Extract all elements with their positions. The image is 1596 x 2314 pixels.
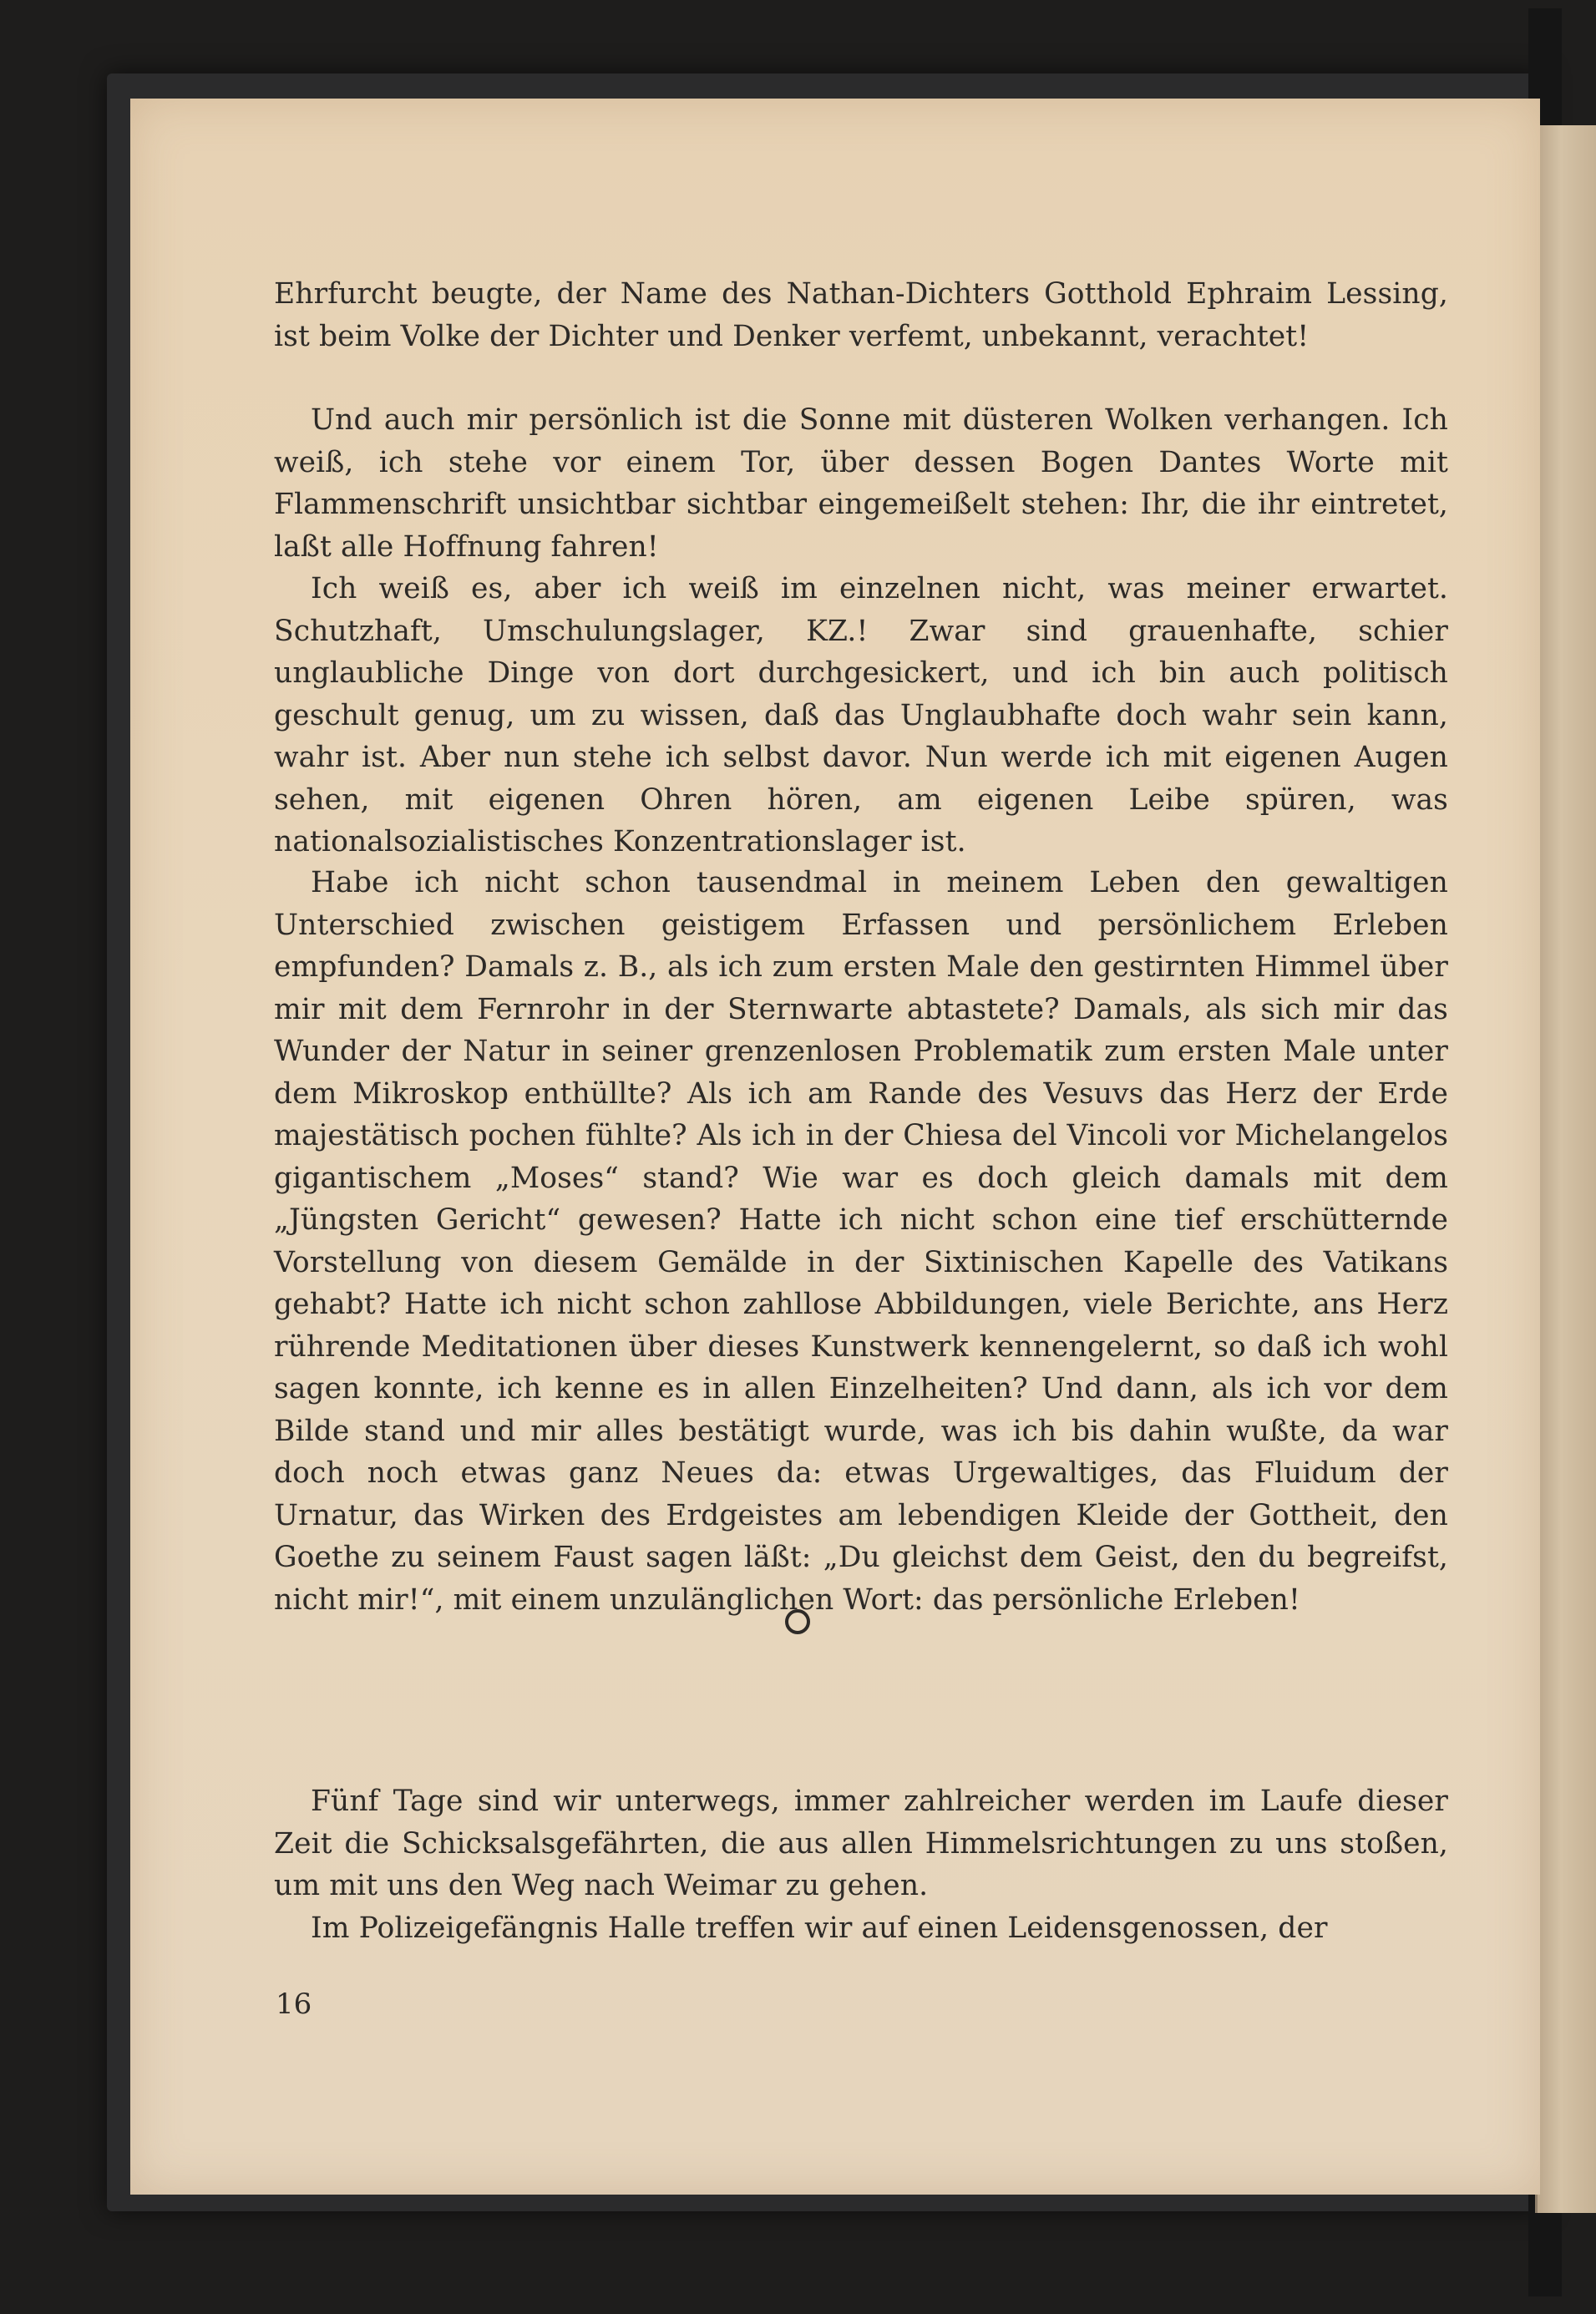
paragraph-1: Ehrfurcht beugte, der Name des Nathan-Dichters Gotthold Ephraim Lessing, ist beim Volke der Dichter und Denker verfemt, unbekannt, verachtet! [274, 277, 1448, 353]
paragraph-3: Ich weiß es, aber ich weiß im einzelnen nicht, was meiner erwartet. Schutzhaft, Umschulungslager, KZ.! Zwar sind grauenhafte, schier unglaubliche Dinge von dort durchgesickert, und ich bin auch politisch geschult genug, um zu wissen, daß das Unglaubhafte doch wahr sein kann, wahr ist. Aber nun stehe ich selbst davor. Nun werde ich mit eigenen Augen sehen, mit eigenen Ohren hören, am eigenen Leibe spüren, was nationalsozialistisches Konzentrationslager ist. [274, 572, 1448, 858]
paragraph-5: Fünf Tage sind wir unterwegs, immer zahlreicher werden im Laufe dieser Zeit die Schicksalsgefährten, die aus allen Himmelsrichtungen zu uns stoßen, um mit uns den Weg nach Weimar zu gehen. [274, 1785, 1448, 1902]
paragraph-6: Im Polizeigefängnis Halle treffen wir auf einen Leidensgenossen, der [311, 1911, 1328, 1945]
paragraph-2: Und auch mir persönlich ist die Sonne mit düsteren Wolken verhangen. Ich weiß, ich stehe vor einem Tor, über dessen Bogen Dantes Worte mit Flammenschrift unsichtbar sichtbar eingemeißelt stehen: Ihr, die ihr eintretet, laßt alle Hoffnung fahren! [274, 403, 1448, 564]
section-divider-ornament [785, 1609, 810, 1634]
page-number: 16 [276, 1987, 312, 2021]
facing-page-edge [1535, 125, 1596, 2213]
paragraph-4: Habe ich nicht schon tausendmal in meinem Leben den gewaltigen Unterschied zwischen geistigem Erfassen und persönlichem Erleben empfunden? Damals z. B., als ich zum ersten Male den gestirnten Himmel über mir mit dem Fernrohr in der Sternwarte abtastete? Damals, als sich mir das Wunder der Natur in seiner grenzenlosen Problematik zum ersten Male unter dem Mikroskop enthüllte? Als ich am Rande des Vesuvs das Herz der Erde majestätisch pochen fühlte? Als ich in der Chiesa del Vincoli vor Michelangelos gigantischem „Moses“ stand? Wie war es doch gleich damals mit dem „Jüngsten Gericht“ gewesen? Hatte ich nicht schon eine tief erschütternde Vorstellung von diesem Gemälde in der Sixtinischen Kapelle des Vatikans gehabt? Hatte ich nicht schon zahllose Abbildungen, viele Berichte, ans Herz rührende Meditationen über dieses Kunstwerk kennengelernt, so daß ich wohl sagen konnte, ich kenne es in allen Einzelheiten? Und dann, als ich vor dem Bilde stand und mir alles bestätigt wurde, was ich bis dahin wußte, da war doch noch etwas ganz Neues da: etwas Urgewaltiges, das Fluidum der Urnatur, das Wirken des Erdgeistes am lebendigen Kleide der Gottheit, den Goethe zu seinem Faust sagen läßt: „Du gleichst dem Geist, den du begreifst, nicht mir!“, mit einem unzulänglichen Wort: das persönliche Erleben! [274, 866, 1448, 1617]
